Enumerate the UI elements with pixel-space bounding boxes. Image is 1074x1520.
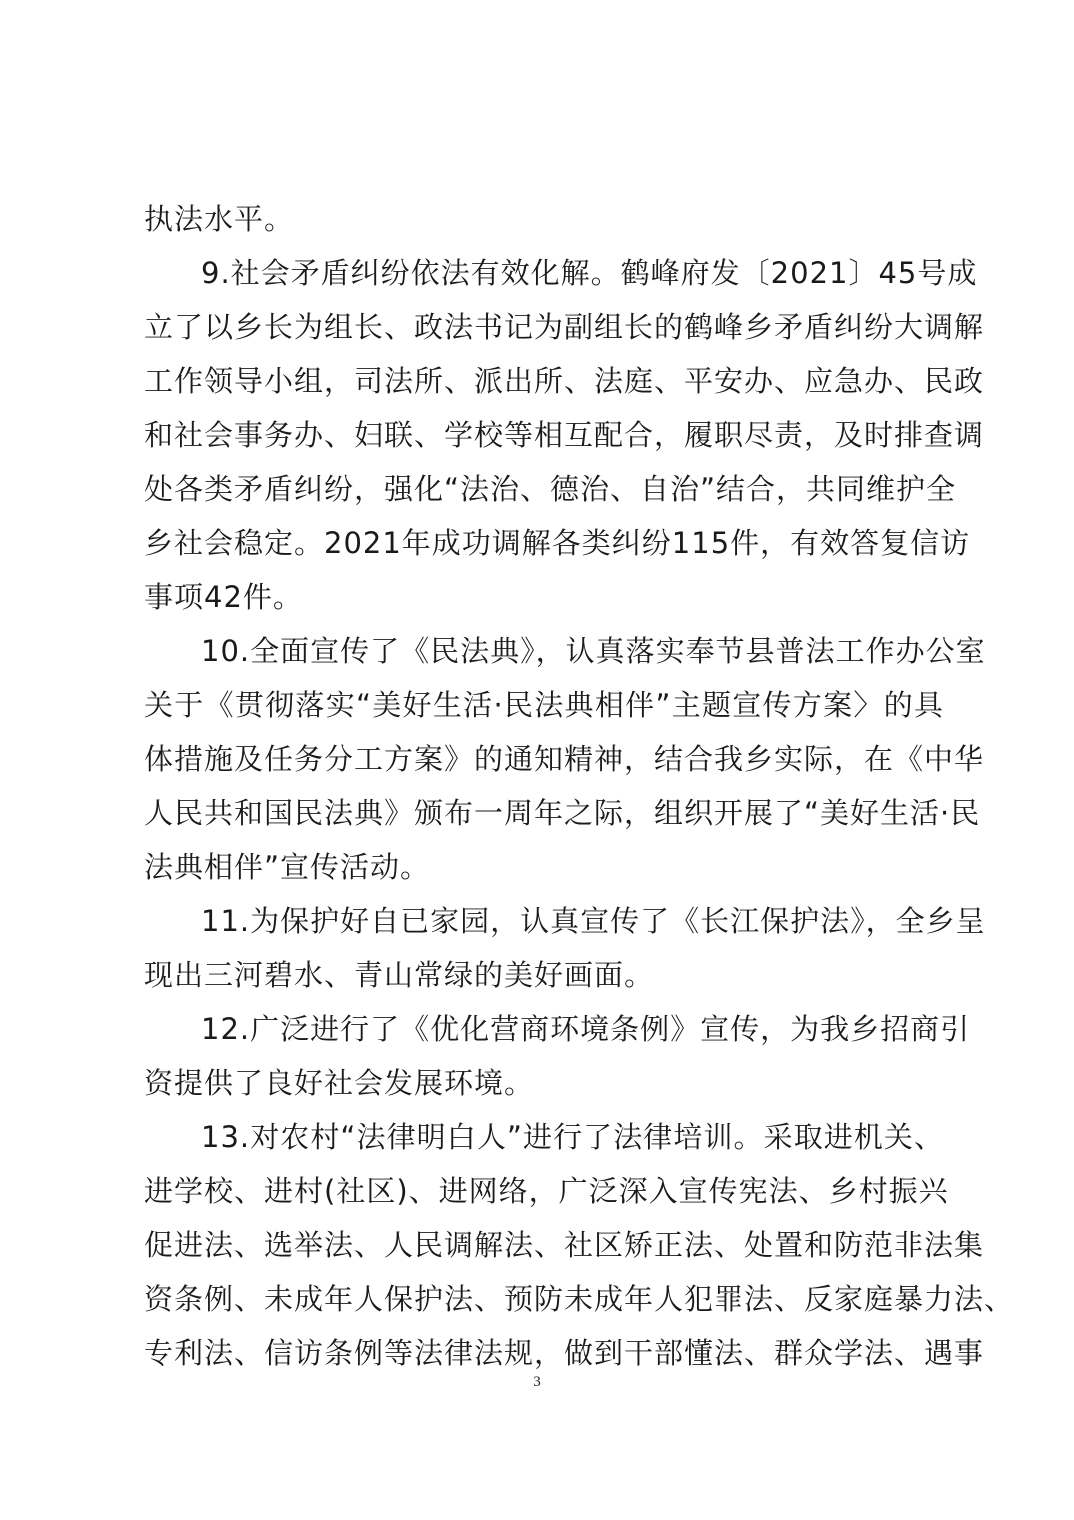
text-line: 资提供了良好社会发展环境。 — [144, 1066, 535, 1100]
text-line: 关于《贯彻落实“美好生活·民法典相伴”主题宣传方案〉的具 — [144, 688, 944, 722]
text-line: 13.对农村“法律明白人”进行了法律培训。采取进机关、 — [201, 1120, 944, 1154]
text-line: 处各类矛盾纠纷，强化“法治、德治、自治”结合，共同维护全 — [144, 472, 957, 506]
text-line: 立了以乡长为组长、政法书记为副组长的鹤峰乡矛盾纠纷大调解 — [144, 310, 985, 344]
text-line: 资条例、未成年人保护法、预防未成年人犯罪法、反家庭暴力法、 — [144, 1282, 1015, 1316]
text-line: 法典相伴”宣传活动。 — [144, 850, 431, 884]
text-line: 促进法、选举法、人民调解法、社区矫正法、处置和防范非法集 — [144, 1228, 985, 1262]
text-line: 人民共和国民法典》颁布一周年之际，组织开展了“美好生活·民 — [144, 796, 981, 830]
text-line: 11.为保护好自已家园，认真宣传了《长江保护法》，全乡呈 — [201, 904, 986, 938]
text-line: 乡社会稳定。2021年成功调解各类纠纷115件，有效答复信访 — [144, 526, 971, 560]
text-line: 和社会事务办、妇联、学校等相互配合，履职尽责，及时排查调 — [144, 418, 985, 452]
text-line: 现出三河碧水、青山常绿的美好画面。 — [144, 958, 655, 992]
text-line: 事项42件。 — [144, 580, 303, 614]
document-body — [144, 192, 1015, 1380]
text-line: 12.广泛进行了《优化营商环境条例》宣传，为我乡招商引 — [201, 1012, 971, 1046]
text-line: 进学校、进村(社区)、进网络，广泛深入宣传宪法、乡村振兴 — [144, 1174, 949, 1208]
text-line: 9.社会矛盾纠纷依法有效化解。鹤峰府发〔2021〕45号成 — [201, 256, 978, 290]
text-line: 工作领导小组，司法所、派出所、法庭、平安办、应急办、民政 — [144, 364, 985, 398]
text-line: 10.全面宣传了《民法典》，认真落实奉节县普法工作办公室 — [201, 634, 986, 668]
text-line: 专利法、信访条例等法律法规，做到干部懂法、群众学法、遇事 — [144, 1336, 985, 1370]
page-number: 3 — [533, 1374, 541, 1390]
text-line: 体措施及任务分工方案》的通知精神，结合我乡实际，在《中华 — [144, 742, 985, 776]
text-line: 执法水平。 — [144, 202, 295, 236]
